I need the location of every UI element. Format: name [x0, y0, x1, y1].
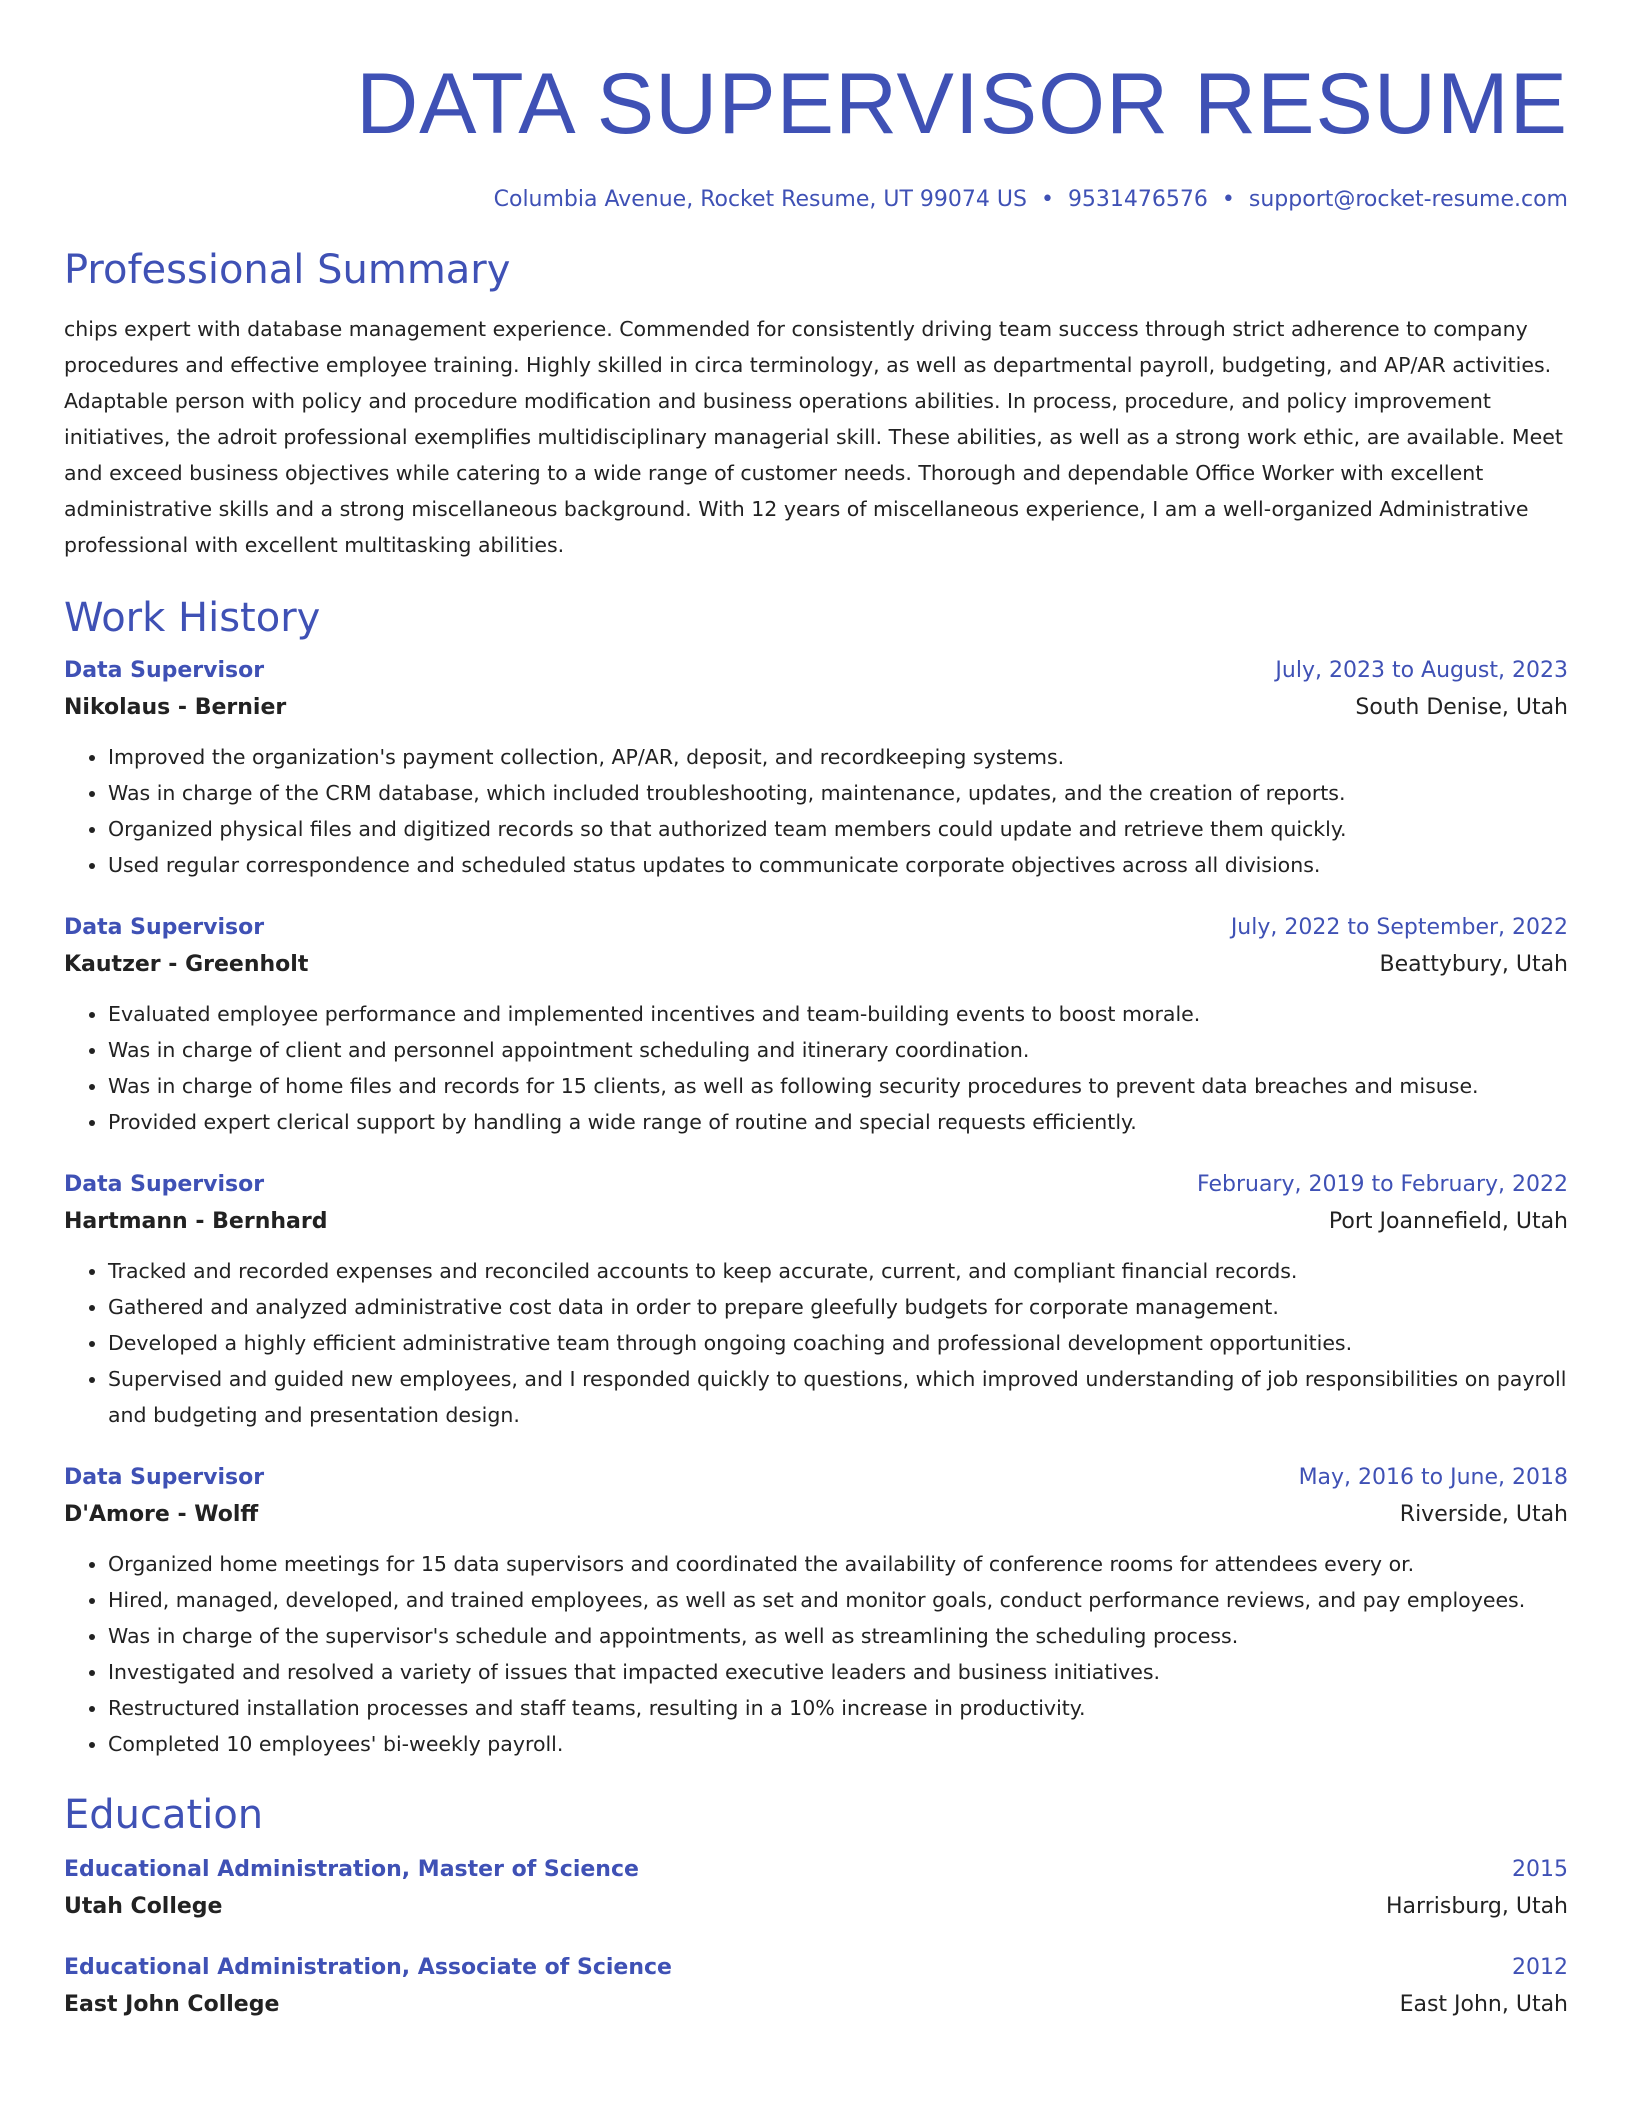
resume-header	[64, 0, 1568, 215]
job-entry	[64, 910, 1568, 1140]
education-degree: Educational Administration, Master of Science	[64, 1857, 639, 1882]
education-year: 2012	[1512, 1955, 1568, 1980]
job-entry	[64, 653, 1568, 883]
job-bullet: • Was in charge of client and personnel appointment scheduling and itinerary coordination.	[108, 1032, 1568, 1068]
education-degree: Educational Administration, Associate of Science	[64, 1955, 672, 1980]
job-bullets	[64, 1546, 1568, 1762]
work-history-section	[64, 593, 1568, 1762]
resume-name: DATA SUPERVISOR RESUME	[356, 56, 1568, 152]
education-heading: Education	[64, 1792, 264, 1838]
contact-separator: •	[1221, 187, 1235, 212]
job-location: Beattybury, Utah	[1379, 952, 1568, 977]
job-bullets	[64, 1253, 1568, 1433]
contact-email[interactable]: support@rocket-resume.com	[1248, 187, 1568, 212]
work-history-heading: Work History	[64, 595, 321, 641]
job-bullet: • Improved the organization's payment collection, AP/AR, deposit, and recordkeeping systems.	[108, 739, 1568, 775]
education-entry	[64, 1950, 1568, 2024]
job-bullet: • Organized physical files and digitized records so that authorized team members could update and retrieve them quickly.	[108, 811, 1568, 847]
job-bullet: • Was in charge of the CRM database, which included troubleshooting, maintenance, updates, and the creation of reports.	[108, 775, 1568, 811]
job-role: Data Supervisor	[64, 658, 265, 683]
job-bullet: • Gathered and analyzed administrative cost data in order to prepare gleefully budgets for corporate management.	[108, 1289, 1568, 1325]
contact-address: Columbia Avenue, Rocket Resume, UT 99074 US	[493, 187, 1027, 212]
job-bullet: • Provided expert clerical support by handling a wide range of routine and special requests efficiently.	[108, 1104, 1568, 1140]
job-bullet: • Investigated and resolved a variety of issues that impacted executive leaders and business initiatives.	[108, 1654, 1568, 1690]
job-location: Riverside, Utah	[1399, 1502, 1568, 1527]
job-role: Data Supervisor	[64, 915, 265, 940]
summary-heading: Professional Summary	[64, 247, 511, 293]
job-dates: February, 2019 to February, 2022	[1197, 1172, 1568, 1197]
education-location: Harrisburg, Utah	[1386, 1894, 1568, 1919]
job-bullet: • Developed a highly efficient administrative team through ongoing coaching and professional development opportunities.	[108, 1325, 1568, 1361]
job-bullet: • Hired, managed, developed, and trained employees, as well as set and monitor goals, conduct performance reviews, and pay employees.	[108, 1582, 1568, 1618]
education-school: East John College	[64, 1992, 280, 2017]
job-company: Kautzer - Greenholt	[64, 952, 309, 977]
contact-line	[64, 185, 1568, 215]
job-bullet: • Completed 10 employees' bi-weekly payroll.	[108, 1726, 1568, 1762]
job-bullets	[64, 996, 1568, 1140]
job-company: Hartmann - Bernhard	[64, 1209, 328, 1234]
job-role: Data Supervisor	[64, 1465, 265, 1490]
education-school: Utah College	[64, 1894, 223, 1919]
education-entry	[64, 1852, 1568, 1926]
job-bullet: • Used regular correspondence and scheduled status updates to communicate corporate objectives across all divisions.	[108, 847, 1568, 883]
contact-phone: 9531476576	[1067, 187, 1208, 212]
job-location: South Denise, Utah	[1355, 695, 1568, 720]
job-dates: July, 2022 to September, 2022	[1230, 915, 1568, 940]
job-bullet: • Tracked and recorded expenses and reconciled accounts to keep accurate, current, and compliant financial records.	[108, 1253, 1568, 1289]
job-location: Port Joannefield, Utah	[1328, 1209, 1568, 1234]
job-entry	[64, 1167, 1568, 1433]
job-bullet: • Evaluated employee performance and implemented incentives and team-building events to boost morale.	[108, 996, 1568, 1032]
job-bullet: • Supervised and guided new employees, and I responded quickly to questions, which improved understanding of job responsibilities on payroll and budgeting and presentation design.	[108, 1361, 1568, 1433]
job-bullets	[64, 739, 1568, 883]
summary-section	[64, 245, 1568, 563]
job-bullet: • Organized home meetings for 15 data supervisors and coordinated the availability of conference rooms for attendees every or.	[108, 1546, 1568, 1582]
job-dates: July, 2023 to August, 2023	[1275, 658, 1568, 683]
education-year: 2015	[1512, 1857, 1568, 1882]
contact-separator: •	[1040, 187, 1054, 212]
job-company: D'Amore - Wolff	[64, 1502, 259, 1527]
job-bullet: • Was in charge of home files and records for 15 clients, as well as following security procedures to prevent data breaches and misuse.	[108, 1068, 1568, 1104]
job-bullet: • Was in charge of the supervisor's schedule and appointments, as well as streamlining the scheduling process.	[108, 1618, 1568, 1654]
job-entry	[64, 1460, 1568, 1762]
job-role: Data Supervisor	[64, 1172, 265, 1197]
education-location: East John, Utah	[1399, 1992, 1568, 2017]
education-section	[64, 1790, 1568, 2024]
job-bullet: • Restructured installation processes and staff teams, resulting in a 10% increase in productivity.	[108, 1690, 1568, 1726]
job-company: Nikolaus - Bernier	[64, 695, 287, 720]
job-dates: May, 2016 to June, 2018	[1298, 1465, 1568, 1490]
summary-text: chips expert with database management experience. Commended for consistently driving team success through strict adherence to company procedures and effective employee training. Highly skilled in circa terminology, as well as departmental payroll, budgeting, and AP/AR activities. Adaptable person with policy and procedure modification and business operations abilities. In process, procedure, and policy improvement initiatives, the adroit professional exemplifies multidisciplinary managerial skill. These abilities, as well as a strong work ethic, are available. Meet and exceed business objectives while catering to a wide range of customer needs. Thorough and dependable Office Worker with excellent administrative skills and a strong miscellaneous background. With 12 years of miscellaneous experience, I am a well-organized Administrative professional with excellent multitasking abilities.	[64, 317, 1563, 557]
